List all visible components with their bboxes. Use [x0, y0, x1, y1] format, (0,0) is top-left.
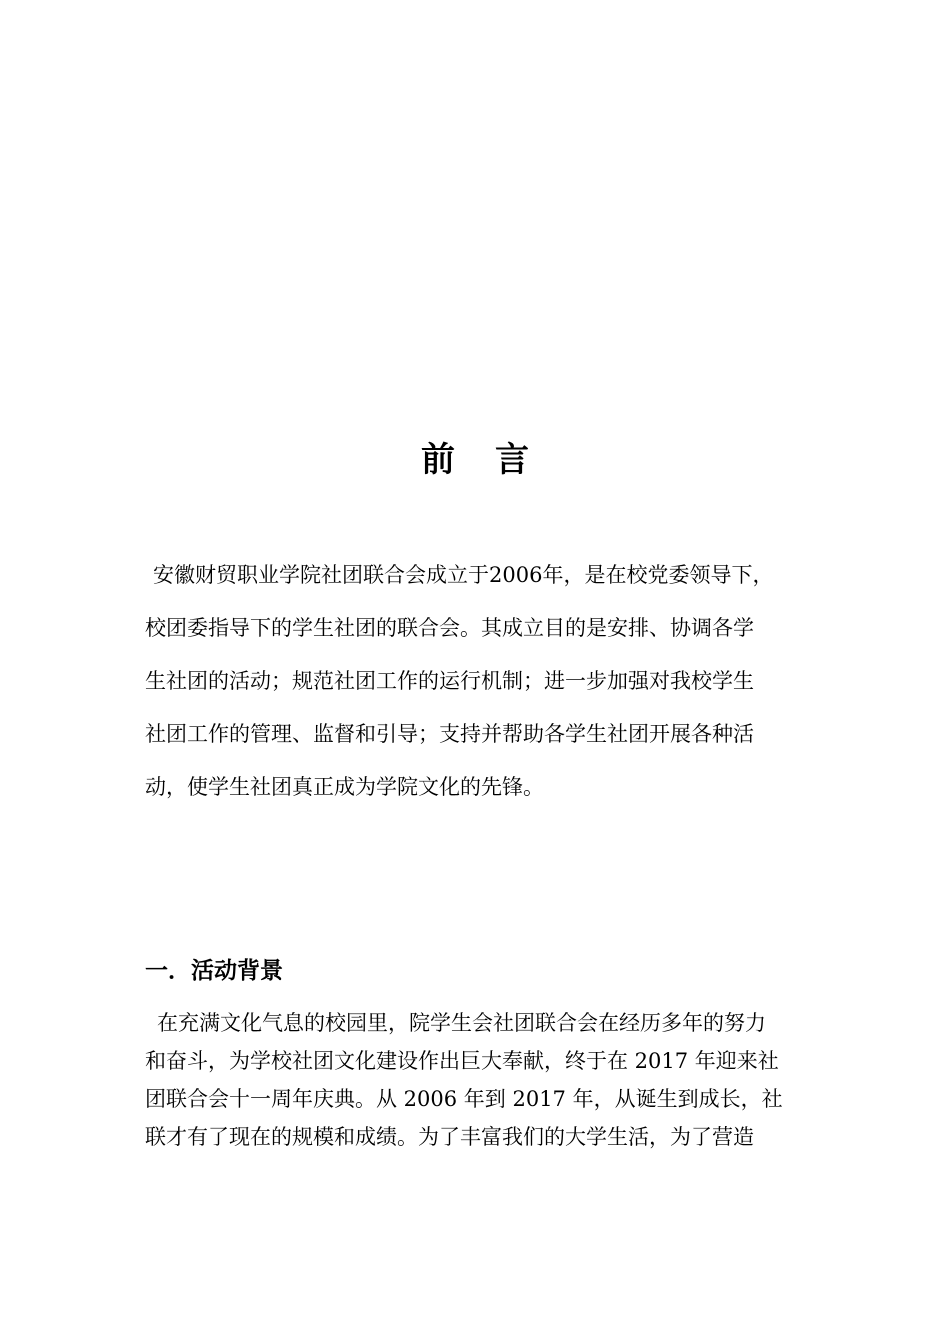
intro-line: 校团委指导下的学生社团的联合会。其成立目的是安排、协调各学 [145, 616, 754, 640]
section-line: 联才有了现在的规模和成绩。为了丰富我们的大学生活，为了营造 [145, 1125, 754, 1149]
intro-line: 社团工作的管理、监督和引导；支持并帮助各学生社团开展各种活 [145, 722, 754, 746]
section-line: 在充满文化气息的校园里，院学生会社团联合会在经历多年的努力 [157, 1011, 766, 1035]
page-title [0, 432, 950, 481]
title-char-2: 言 [495, 440, 529, 480]
section-line: 团联合会十一周年庆典。从 2006 年到 2017 年，从诞生到成长，社 [145, 1087, 783, 1111]
intro-line: 生社团的活动；规范社团工作的运行机制；进一步加强对我校学生 [145, 669, 754, 693]
section-heading: 一．活动背景 [145, 958, 283, 984]
intro-paragraph [145, 562, 810, 827]
title-char-1: 前 [421, 440, 455, 480]
intro-line: 安徽财贸职业学院社团联合会成立于2006年，是在校党委领导下， [153, 563, 774, 587]
section-line: 和奋斗，为学校社团文化建设作出巨大奉献，终于在 2017 年迎来社 [145, 1049, 779, 1073]
intro-line: 动，使学生社团真正成为学院文化的先锋。 [145, 775, 544, 799]
section-paragraph [145, 1004, 810, 1156]
